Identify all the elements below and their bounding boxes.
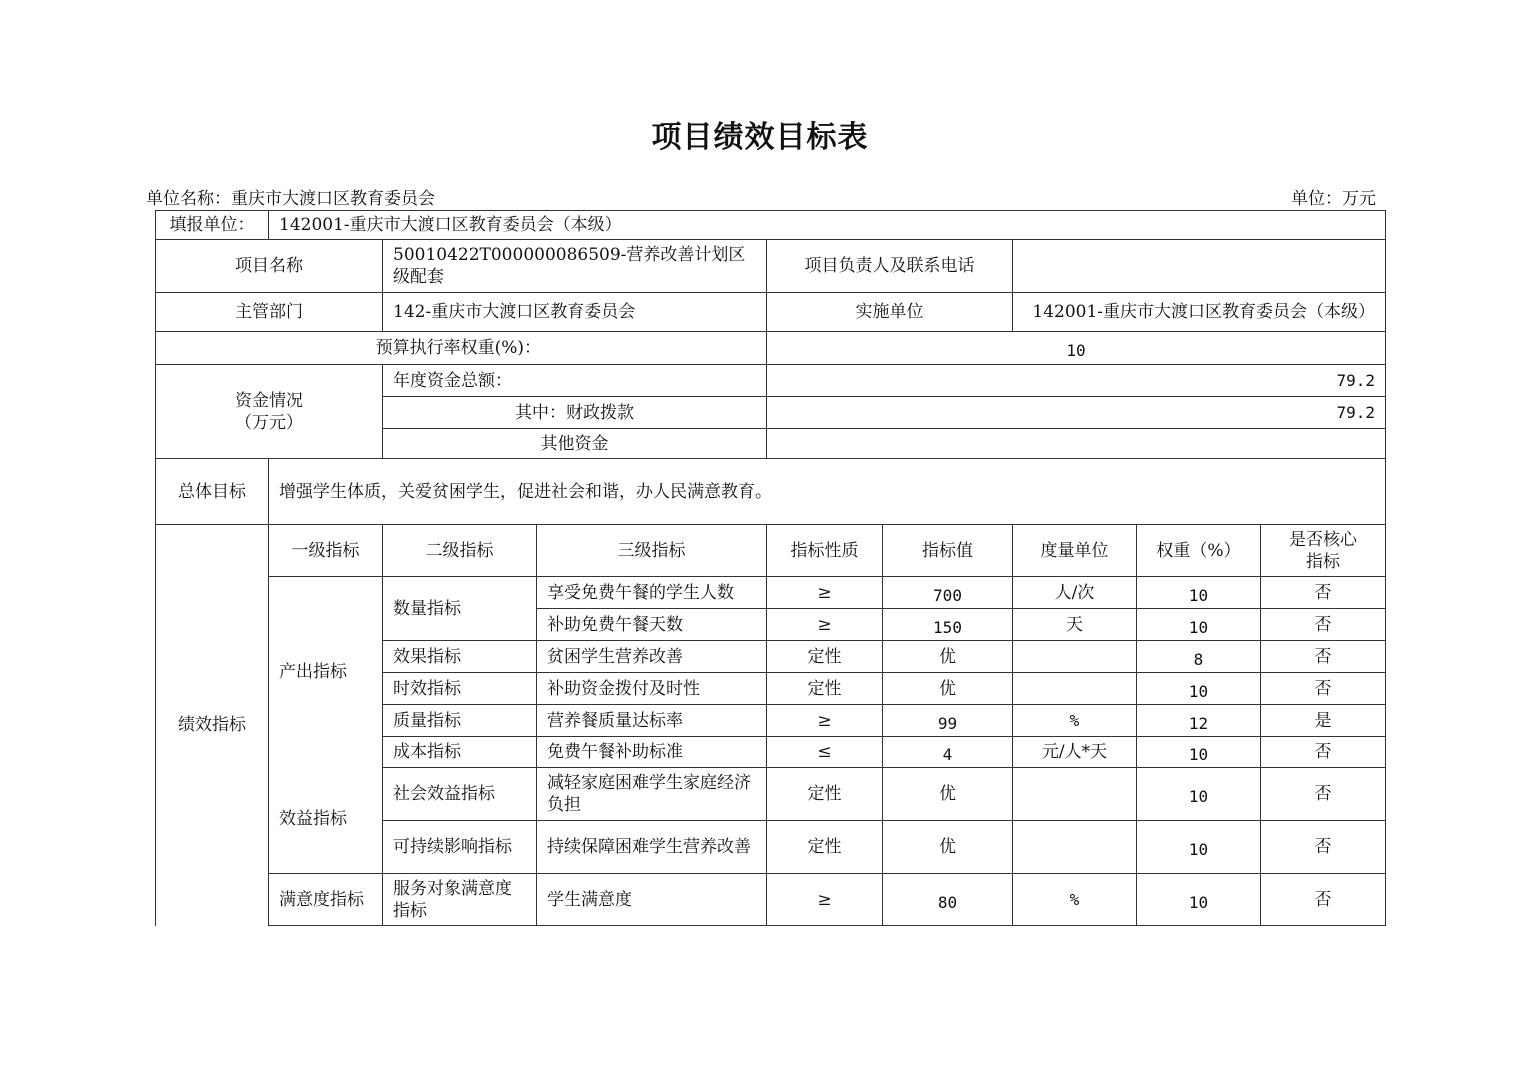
row-unit: 人/次 bbox=[1013, 577, 1137, 609]
row-weight: 10 bbox=[1137, 577, 1261, 609]
row-nature: ≥ bbox=[767, 609, 883, 641]
impl-value: 142001-重庆市大渡口区教育委员会（本级） bbox=[1013, 293, 1386, 332]
budget-rate-label: 预算执行率权重(%)： bbox=[156, 332, 767, 365]
row-core: 否 bbox=[1261, 609, 1386, 641]
fill-unit-label: 填报单位： bbox=[156, 211, 269, 240]
row-weight: 10 bbox=[1137, 768, 1261, 821]
level2-timeliness: 时效指标 bbox=[383, 673, 537, 705]
fiscal-label: 其中：财政拨款 bbox=[383, 397, 767, 429]
row-core: 否 bbox=[1261, 874, 1386, 926]
row-unit: 元/人*天 bbox=[1013, 737, 1137, 768]
other-value bbox=[767, 429, 1386, 459]
row-unit: % bbox=[1013, 705, 1137, 737]
header-level2: 二级指标 bbox=[383, 525, 537, 577]
header-level1: 一级指标 bbox=[269, 525, 383, 577]
row-weight: 10 bbox=[1137, 821, 1261, 874]
level2-quality: 质量指标 bbox=[383, 705, 537, 737]
level1-output: 产出指标 bbox=[269, 577, 383, 768]
annual-total-value: 79.2 bbox=[767, 365, 1386, 397]
row-nature: ≥ bbox=[767, 874, 883, 926]
project-name-value: 50010422T000000086509-营养改善计划区级配套 bbox=[383, 240, 767, 293]
row-unit bbox=[1013, 673, 1137, 705]
level2-service: 服务对象满意度指标 bbox=[383, 874, 537, 926]
annual-total-label: 年度资金总额： bbox=[383, 365, 767, 397]
row-name: 持续保障困难学生营养改善 bbox=[537, 821, 767, 874]
row-name: 学生满意度 bbox=[537, 874, 767, 926]
row-value: 优 bbox=[883, 821, 1013, 874]
row-value: 99 bbox=[883, 705, 1013, 737]
row-value: 4 bbox=[883, 737, 1013, 768]
row-core: 否 bbox=[1261, 673, 1386, 705]
level2-effect: 效果指标 bbox=[383, 641, 537, 673]
performance-form bbox=[155, 210, 1386, 926]
project-name-label: 项目名称 bbox=[156, 240, 383, 293]
row-nature: ≤ bbox=[767, 737, 883, 768]
row-unit bbox=[1013, 641, 1137, 673]
row-weight: 8 bbox=[1137, 641, 1261, 673]
row-value: 优 bbox=[883, 641, 1013, 673]
row-nature: 定性 bbox=[767, 821, 883, 874]
row-value: 80 bbox=[883, 874, 1013, 926]
row-name: 享受免费午餐的学生人数 bbox=[537, 577, 767, 609]
budget-rate-value: 10 bbox=[767, 332, 1386, 365]
row-core: 否 bbox=[1261, 577, 1386, 609]
header-unit: 度量单位 bbox=[1013, 525, 1137, 577]
row-value: 优 bbox=[883, 768, 1013, 821]
contact-value bbox=[1013, 240, 1386, 293]
level1-benefit: 效益指标 bbox=[269, 768, 383, 874]
perf-label: 绩效指标 bbox=[156, 525, 269, 926]
row-unit: % bbox=[1013, 874, 1137, 926]
row-core: 否 bbox=[1261, 821, 1386, 874]
row-nature: ≥ bbox=[767, 577, 883, 609]
header-value: 指标值 bbox=[883, 525, 1013, 577]
header-core: 是否核心指标 bbox=[1261, 525, 1386, 577]
contact-label: 项目负责人及联系电话 bbox=[767, 240, 1013, 293]
row-weight: 10 bbox=[1137, 673, 1261, 705]
level2-sustainable: 可持续影响指标 bbox=[383, 821, 537, 874]
table-row bbox=[156, 874, 1386, 926]
level2-quantity: 数量指标 bbox=[383, 577, 537, 641]
row-core: 否 bbox=[1261, 737, 1386, 768]
overall-label: 总体目标 bbox=[156, 459, 269, 525]
row-unit bbox=[1013, 821, 1137, 874]
row-name: 补助资金拨付及时性 bbox=[537, 673, 767, 705]
row-name: 减轻家庭困难学生家庭经济负担 bbox=[537, 768, 767, 821]
level2-social: 社会效益指标 bbox=[383, 768, 537, 821]
row-name: 营养餐质量达标率 bbox=[537, 705, 767, 737]
row-name: 贫困学生营养改善 bbox=[537, 641, 767, 673]
row-unit bbox=[1013, 768, 1137, 821]
row-weight: 10 bbox=[1137, 609, 1261, 641]
row-core: 否 bbox=[1261, 641, 1386, 673]
row-name: 补助免费午餐天数 bbox=[537, 609, 767, 641]
header-weight: 权重（%） bbox=[1137, 525, 1261, 577]
dept-label: 主管部门 bbox=[156, 293, 383, 332]
fill-unit-value: 142001-重庆市大渡口区教育委员会（本级） bbox=[269, 211, 1386, 240]
row-value: 150 bbox=[883, 609, 1013, 641]
row-value: 优 bbox=[883, 673, 1013, 705]
fiscal-value: 79.2 bbox=[767, 397, 1386, 429]
funds-label-cell bbox=[156, 365, 383, 459]
page-title: 项目绩效目标表 bbox=[651, 120, 869, 155]
level1-satisfaction: 满意度指标 bbox=[269, 874, 383, 926]
unit-label: 单位：万元 bbox=[1291, 189, 1376, 209]
row-nature: 定性 bbox=[767, 673, 883, 705]
table-row bbox=[156, 577, 1386, 609]
row-weight: 10 bbox=[1137, 874, 1261, 926]
table-row bbox=[156, 768, 1386, 821]
impl-label: 实施单位 bbox=[767, 293, 1013, 332]
row-weight: 12 bbox=[1137, 705, 1261, 737]
other-label: 其他资金 bbox=[383, 429, 767, 459]
row-core: 否 bbox=[1261, 768, 1386, 821]
header-level3: 三级指标 bbox=[537, 525, 767, 577]
row-nature: 定性 bbox=[767, 768, 883, 821]
unit-name: 单位名称：重庆市大渡口区教育委员会 bbox=[146, 189, 435, 209]
row-nature: ≥ bbox=[767, 705, 883, 737]
row-weight: 10 bbox=[1137, 737, 1261, 768]
row-nature: 定性 bbox=[767, 641, 883, 673]
funds-label: 资金情况 bbox=[235, 390, 303, 411]
row-unit: 天 bbox=[1013, 609, 1137, 641]
funds-unit: （万元） bbox=[235, 412, 303, 433]
row-value: 700 bbox=[883, 577, 1013, 609]
header-nature: 指标性质 bbox=[767, 525, 883, 577]
level2-cost: 成本指标 bbox=[383, 737, 537, 768]
row-core: 是 bbox=[1261, 705, 1386, 737]
dept-value: 142-重庆市大渡口区教育委员会 bbox=[383, 293, 767, 332]
overall-value: 增强学生体质，关爱贫困学生，促进社会和谐，办人民满意教育。 bbox=[269, 459, 1386, 525]
row-name: 免费午餐补助标准 bbox=[537, 737, 767, 768]
